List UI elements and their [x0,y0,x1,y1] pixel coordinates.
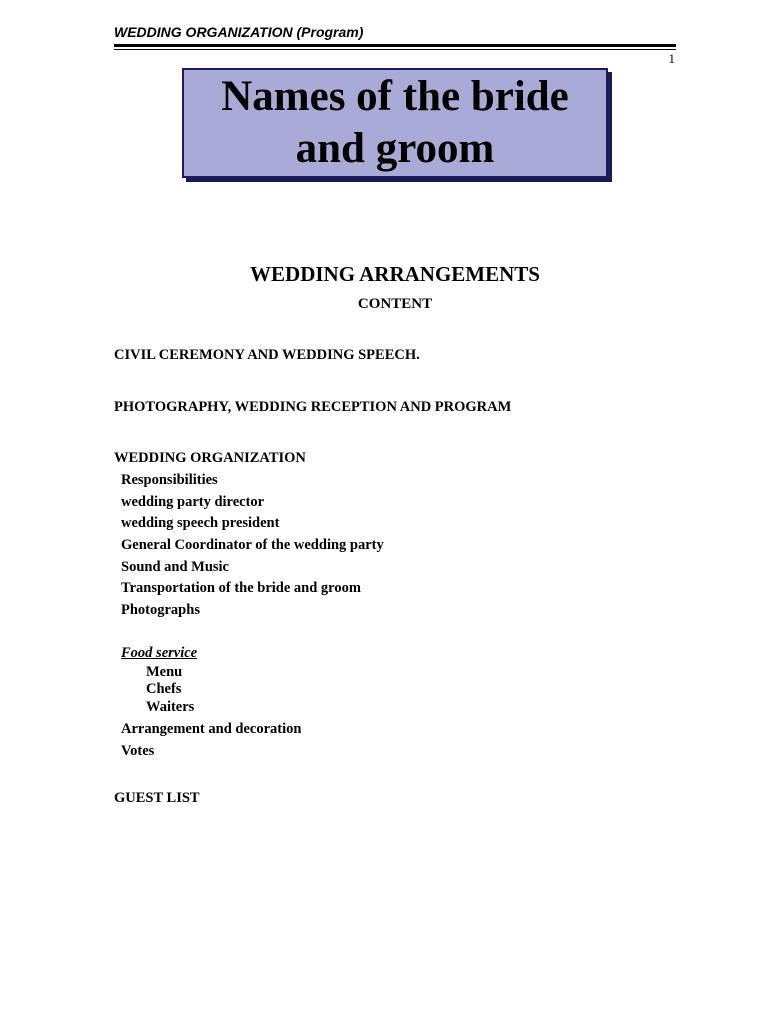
list-item: Sound and Music [121,559,229,575]
list-item: Arrangement and decoration [121,721,302,737]
page-number: 1 [668,51,675,66]
header-rule-thin [114,49,676,50]
list-item: General Coordinator of the wedding party [121,537,384,553]
section-civil-ceremony: CIVIL CEREMONY AND WEDDING SPEECH. [114,347,420,363]
main-heading: WEDDING ARRANGEMENTS [250,262,540,286]
section-wedding-organization: WEDDING ORGANIZATION [114,450,306,466]
list-item: Chefs [146,681,182,697]
running-header-title: WEDDING ORGANIZATION (Program) [114,24,364,40]
list-item: Waiters [146,699,195,715]
list-item: Photographs [121,602,200,618]
section-guest-list: GUEST LIST [114,790,200,806]
header-rule-thick [114,44,676,47]
title-text: Names of the bride and groom [221,73,569,172]
list-item: Transportation of the bride and groom [121,580,361,596]
list-item: wedding party director [121,494,265,510]
list-item: Responsibilities [121,472,218,488]
list-item: Menu [146,664,183,680]
food-service-label: Food service [121,645,198,661]
content-subheading: CONTENT [357,296,433,312]
list-item: wedding speech president [121,515,280,531]
list-item: Votes [121,743,155,759]
section-photography: PHOTOGRAPHY, WEDDING RECEPTION AND PROGRAM [114,399,512,415]
title-box [182,68,608,178]
